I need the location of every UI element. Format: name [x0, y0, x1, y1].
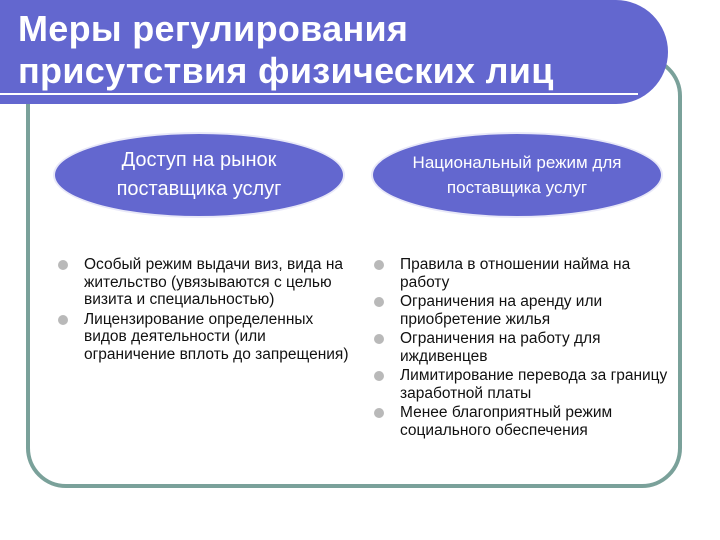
list-item — [374, 256, 674, 291]
slide-title: Меры регулирования присутствия физических лиц — [18, 8, 554, 91]
list-item — [58, 311, 358, 364]
left-bullet-list — [58, 256, 358, 365]
bullet-dot-icon — [374, 371, 384, 381]
list-item — [374, 330, 674, 365]
list-item — [58, 256, 358, 309]
bullet-dot-icon — [374, 297, 384, 307]
list-item-text: Ограничения на работу для иждивенцев — [400, 330, 601, 365]
bullet-dot-icon — [374, 334, 384, 344]
list-item-text: Правила в отношении найма на работу — [400, 256, 631, 291]
bullet-dot-icon — [374, 260, 384, 270]
list-item — [374, 404, 674, 439]
list-item-text: Лимитирование перевода за границу заработной платы — [400, 367, 668, 402]
right-heading-ellipse — [371, 132, 663, 218]
right-bullet-list — [374, 256, 674, 441]
left-heading-ellipse — [53, 132, 345, 218]
left-heading: Доступ на рынок поставщика услуг — [116, 149, 282, 200]
bullet-dot-icon — [58, 315, 68, 325]
title-underline — [0, 93, 638, 95]
bullet-dot-icon — [58, 260, 68, 270]
list-item — [374, 293, 674, 328]
list-item-text: Менее благоприятный режим социального обеспечения — [400, 404, 613, 439]
list-item — [374, 367, 674, 402]
title-band — [0, 0, 668, 104]
list-item-text: Лицензирование определенных видов деятельности (или ограничение вплоть до запрещения) — [84, 310, 349, 363]
bullet-dot-icon — [374, 408, 384, 418]
list-item-text: Ограничения на аренду или приобретение жилья — [400, 293, 603, 328]
list-item-text: Особый режим выдачи виз, вида на жительство (увязываются с целью визита и специальностью) — [84, 256, 344, 308]
right-heading: Национальный режим для поставщика услуг — [412, 153, 622, 197]
